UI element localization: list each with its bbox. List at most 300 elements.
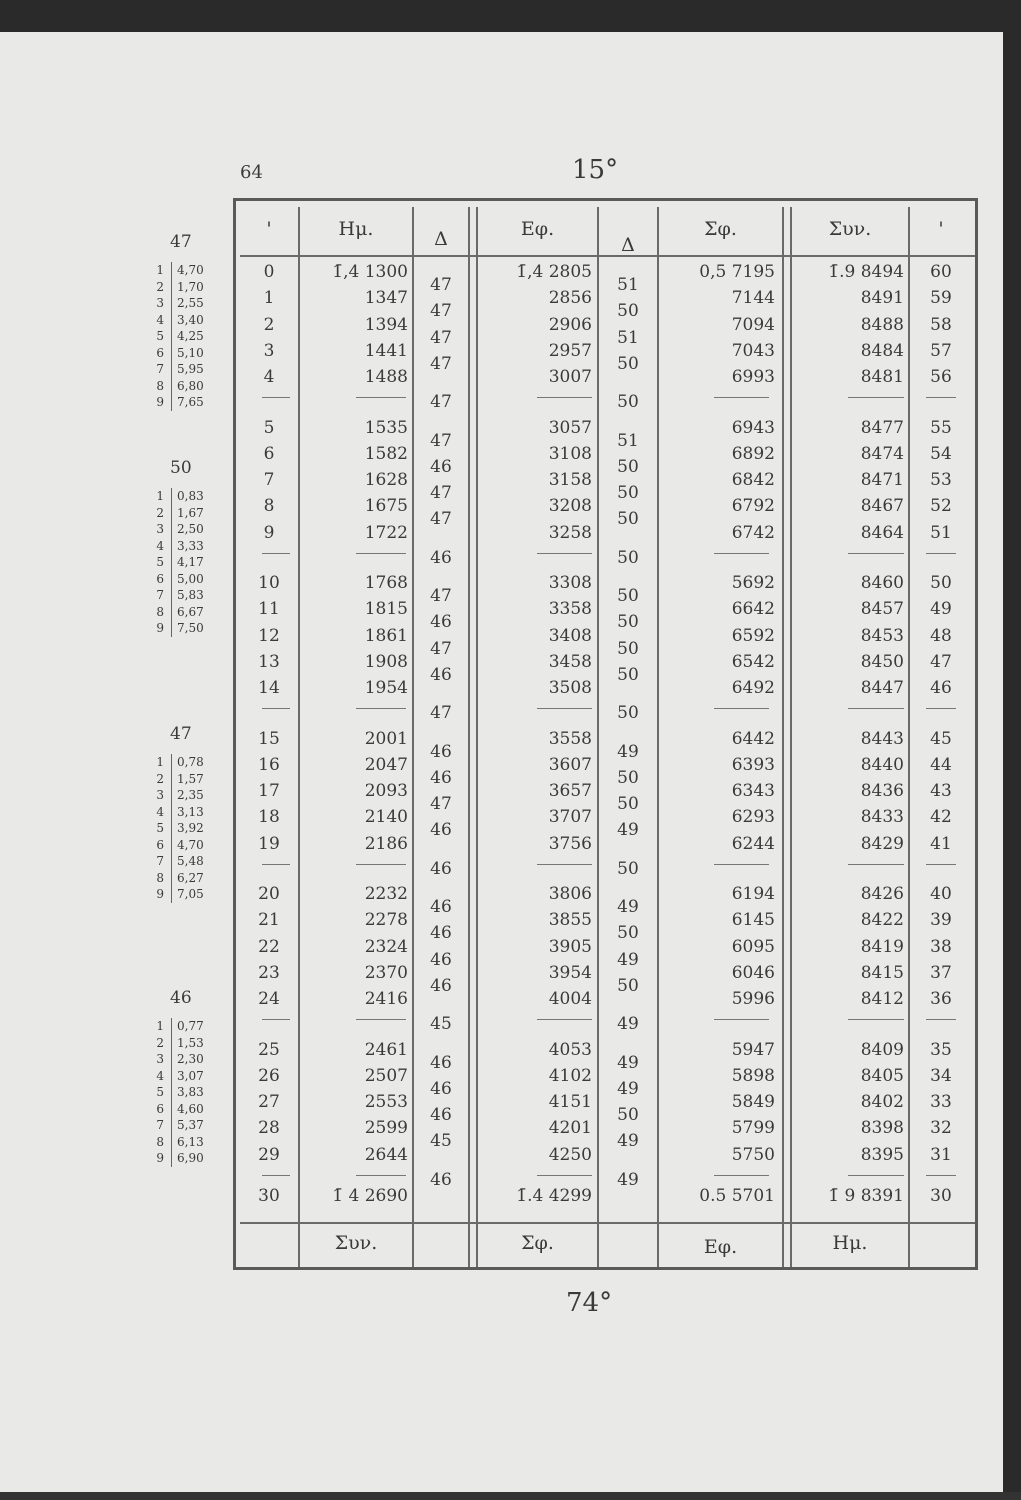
minute-right-cell: 52 — [930, 496, 952, 517]
pp-value: 5,83 — [171, 587, 219, 604]
minute-right-cell: 58 — [930, 314, 952, 335]
pp-digit: 2 — [156, 771, 164, 786]
pp-row — [150, 394, 219, 411]
pp-digit: 6 — [156, 1101, 164, 1116]
sin-cell: 1768 — [364, 573, 408, 593]
tan-cell: 3458 — [548, 651, 592, 672]
cos-cell: 8484 — [860, 340, 904, 361]
tan-cell: 3657 — [548, 781, 592, 802]
pp-row — [150, 554, 219, 571]
pp-value: 2,35 — [171, 787, 219, 804]
tan-cell: 2906 — [548, 314, 592, 335]
group-rule — [714, 1019, 769, 1020]
pp-digit: 9 — [156, 395, 164, 409]
cot-cell: 5692 — [731, 573, 775, 593]
pp-value: 3,07 — [171, 1068, 219, 1085]
sin-cell: 1582 — [364, 443, 408, 464]
sin-cell: 2644 — [364, 1144, 408, 1165]
minute-cell: 5 — [263, 417, 275, 438]
group-rule — [262, 553, 290, 554]
pp-digit: 8 — [156, 1134, 164, 1149]
cos-cell: 8419 — [860, 936, 904, 957]
pp-row — [150, 1117, 219, 1134]
cos-cell: 8415 — [860, 962, 904, 983]
pp-digit: 7 — [156, 854, 164, 868]
page-number: 64 — [240, 162, 263, 183]
minute-cell: 8 — [263, 496, 275, 517]
pp-value: 4,60 — [171, 1101, 219, 1118]
tan-cell: 1̄,4 2805 — [516, 262, 592, 282]
pp-value: 5,48 — [171, 853, 219, 870]
delta-sin-cell: 46 — [430, 858, 452, 879]
cot-cell: 0.5 5701 — [699, 1186, 775, 1206]
pp-value: 3,83 — [171, 1084, 219, 1101]
pp-row — [150, 820, 219, 837]
delta-sin-cell: 46 — [430, 1169, 452, 1190]
sin-cell: 2001 — [364, 728, 408, 749]
minute-right-cell: 38 — [930, 936, 952, 957]
delta-tan-cell: 50 — [617, 767, 639, 788]
minute-cell: 17 — [258, 781, 280, 802]
pp-row — [150, 378, 219, 395]
cos-cell: 8412 — [860, 989, 904, 1010]
pp-value: 3,92 — [171, 820, 219, 837]
tan-cell: 3057 — [548, 417, 592, 438]
group-rule — [848, 553, 904, 554]
pp-digit: 1 — [156, 1019, 164, 1033]
pp-row — [150, 312, 219, 329]
group-rule — [537, 553, 592, 554]
minute-right-cell: 54 — [930, 443, 952, 464]
pp-value: 6,90 — [171, 1150, 219, 1167]
minute-right-cell: 55 — [930, 417, 952, 438]
pp-row — [150, 1068, 219, 1085]
group-rule — [537, 397, 592, 398]
footer-rule — [240, 1222, 975, 1224]
tan-cell: 4201 — [548, 1118, 592, 1139]
group-rule — [356, 864, 406, 865]
minute-cell: 22 — [258, 936, 280, 957]
cot-cell: 6492 — [731, 678, 775, 699]
minute-right-cell: 30 — [930, 1186, 952, 1206]
pp-row — [150, 1150, 219, 1167]
delta-tan-cell: 51 — [617, 430, 639, 451]
delta-tan-cell: 50 — [617, 456, 639, 477]
delta-tan-cell: 49 — [617, 1052, 639, 1073]
sin-cell: 1908 — [364, 651, 408, 672]
minute-right-cell: 46 — [930, 678, 952, 699]
pp-row — [150, 886, 219, 903]
pp-value: 3,13 — [171, 804, 219, 821]
sin-cell: 2461 — [364, 1039, 408, 1060]
cos-cell: 8450 — [860, 651, 904, 672]
sin-cell: 2599 — [364, 1118, 408, 1139]
pp-value: 7,50 — [171, 620, 219, 637]
sin-cell: 2507 — [364, 1065, 408, 1086]
minute-cell: 26 — [258, 1065, 280, 1086]
delta-sin-cell: 47 — [430, 301, 452, 322]
minute-cell: 9 — [263, 522, 275, 543]
header-delta-tan: Δ — [621, 234, 635, 256]
column-divider — [782, 207, 784, 1267]
minute-cell: 18 — [258, 807, 280, 828]
delta-tan-cell: 50 — [617, 638, 639, 659]
pp-digit: 3 — [156, 522, 164, 536]
sin-cell: 2047 — [364, 754, 408, 775]
pp-row — [150, 1051, 219, 1068]
delta-sin-cell: 46 — [430, 741, 452, 762]
header-delta-sin: Δ — [434, 228, 448, 250]
minute-cell: 7 — [263, 470, 275, 491]
minute-right-cell: 48 — [930, 625, 952, 646]
minute-right-cell: 47 — [930, 651, 952, 672]
tan-cell: 2957 — [548, 340, 592, 361]
tan-cell: 4004 — [548, 989, 592, 1010]
minute-right-cell: 32 — [930, 1118, 952, 1139]
footer-sin: Ημ. — [832, 1232, 868, 1254]
pp-value: 0,78 — [171, 754, 219, 771]
pp-row — [150, 787, 219, 804]
cos-cell: 8457 — [860, 599, 904, 620]
pp-digit: 3 — [156, 788, 164, 802]
delta-tan-cell: 50 — [617, 858, 639, 879]
cot-cell: 7144 — [731, 288, 775, 309]
sin-cell: 1815 — [364, 599, 408, 620]
pp-row — [150, 571, 219, 588]
group-rule — [926, 864, 956, 865]
tan-cell: 3108 — [548, 443, 592, 464]
pp-value: 6,13 — [171, 1134, 219, 1151]
tan-cell: 3308 — [548, 573, 592, 593]
sin-cell: 1954 — [364, 678, 408, 699]
tan-cell: 3707 — [548, 807, 592, 828]
minute-right-cell: 31 — [930, 1144, 952, 1165]
pp-value: 2,55 — [171, 295, 219, 312]
minute-cell: 4 — [263, 367, 275, 388]
delta-sin-cell: 47 — [430, 353, 452, 374]
tan-cell: 4151 — [548, 1092, 592, 1113]
degree-heading-top: 15° — [572, 155, 619, 185]
pp-table — [150, 754, 219, 903]
cot-cell: 6145 — [731, 910, 775, 931]
cos-cell: 8429 — [860, 833, 904, 854]
cos-cell: 8433 — [860, 807, 904, 828]
footer-tan: Εφ. — [703, 1236, 738, 1258]
pp-heading: 46 — [170, 988, 192, 1008]
cos-cell: 8467 — [860, 496, 904, 517]
pp-row — [150, 295, 219, 312]
delta-sin-cell: 46 — [430, 1105, 452, 1126]
sin-cell: 1628 — [364, 470, 408, 491]
cot-cell: 7094 — [731, 314, 775, 335]
delta-tan-cell: 49 — [617, 741, 639, 762]
delta-tan-cell: 50 — [617, 612, 639, 633]
group-rule — [714, 1175, 769, 1176]
pp-digit: 2 — [156, 505, 164, 520]
sin-cell: 1722 — [364, 522, 408, 543]
pp-digit: 1 — [156, 263, 164, 277]
pp-value: 6,27 — [171, 870, 219, 887]
minute-right-cell: 42 — [930, 807, 952, 828]
delta-sin-cell: 47 — [430, 586, 452, 606]
pp-digit: 8 — [156, 378, 164, 393]
group-rule — [714, 553, 769, 554]
minute-cell: 25 — [258, 1039, 280, 1060]
minute-cell: 1 — [263, 288, 275, 309]
group-rule — [926, 553, 956, 554]
cot-cell: 5750 — [731, 1144, 775, 1165]
tan-cell: 3905 — [548, 936, 592, 957]
delta-tan-cell: 51 — [617, 327, 639, 348]
pp-digit: 2 — [156, 1035, 164, 1050]
pp-value: 4,17 — [171, 554, 219, 571]
cot-cell: 6046 — [731, 962, 775, 983]
pp-row — [150, 538, 219, 555]
tan-cell: 4250 — [548, 1144, 592, 1165]
pp-value: 6,67 — [171, 604, 219, 621]
delta-sin-cell: 47 — [430, 794, 452, 815]
minute-cell: 28 — [258, 1118, 280, 1139]
cot-cell: 6842 — [731, 470, 775, 491]
pp-value: 4,70 — [171, 262, 219, 279]
cot-cell: 6293 — [731, 807, 775, 828]
sin-cell: 2416 — [364, 989, 408, 1010]
cos-cell: 8426 — [860, 884, 904, 904]
cos-cell: 8409 — [860, 1039, 904, 1060]
cos-cell: 8402 — [860, 1092, 904, 1113]
cot-cell: 5996 — [731, 989, 775, 1010]
pp-digit: 7 — [156, 588, 164, 602]
tan-cell: 3558 — [548, 728, 592, 749]
minute-cell: 2 — [263, 314, 275, 335]
minute-right-cell: 60 — [930, 262, 952, 282]
pp-value: 2,30 — [171, 1051, 219, 1068]
sin-cell: 1675 — [364, 496, 408, 517]
minute-cell: 29 — [258, 1144, 280, 1165]
delta-sin-cell: 46 — [430, 612, 452, 633]
sin-cell: 2140 — [364, 807, 408, 828]
pp-row — [150, 345, 219, 362]
header-minutes-right: ' — [938, 218, 944, 240]
delta-sin-cell: 47 — [430, 638, 452, 659]
delta-sin-cell: 46 — [430, 1052, 452, 1073]
scan-border-bottom — [0, 1492, 1021, 1500]
footer-cot: Σφ. — [521, 1232, 554, 1254]
tan-cell: 3806 — [548, 884, 592, 904]
delta-sin-cell: 46 — [430, 949, 452, 970]
tan-cell: 3408 — [548, 625, 592, 646]
sin-cell: 1̄,4 1300 — [332, 262, 408, 282]
pp-row — [150, 804, 219, 821]
pp-row — [150, 1084, 219, 1101]
group-rule — [262, 397, 290, 398]
column-divider — [468, 207, 470, 1267]
minute-cell: 10 — [258, 573, 280, 593]
pp-digit: 4 — [156, 312, 164, 327]
delta-tan-cell: 50 — [617, 975, 639, 996]
footer-cos: Συν. — [334, 1232, 378, 1254]
minute-right-cell: 56 — [930, 367, 952, 388]
cot-cell: 6095 — [731, 936, 775, 957]
pp-digit: 1 — [156, 755, 164, 769]
delta-tan-cell: 50 — [617, 794, 639, 815]
pp-digit: 7 — [156, 1118, 164, 1132]
tan-cell: 3007 — [548, 367, 592, 388]
scan-border-right — [1003, 0, 1021, 1500]
minute-right-cell: 36 — [930, 989, 952, 1010]
cot-cell: 5849 — [731, 1092, 775, 1113]
pp-table — [150, 1018, 219, 1167]
delta-sin-cell: 47 — [430, 509, 452, 530]
delta-sin-cell: 47 — [430, 430, 452, 451]
pp-value: 1,53 — [171, 1035, 219, 1052]
pp-row — [150, 1018, 219, 1035]
pp-digit: 8 — [156, 604, 164, 619]
cos-cell: 8405 — [860, 1065, 904, 1086]
minute-right-cell: 39 — [930, 910, 952, 931]
header-minutes: ' — [266, 218, 272, 240]
sin-cell: 2232 — [364, 884, 408, 904]
tan-cell: 1̄.4 4299 — [516, 1186, 592, 1206]
group-rule — [848, 1019, 904, 1020]
delta-sin-cell: 46 — [430, 923, 452, 944]
pp-digit: 8 — [156, 870, 164, 885]
delta-sin-cell: 47 — [430, 327, 452, 348]
pp-value: 6,80 — [171, 378, 219, 395]
delta-tan-cell: 50 — [617, 1105, 639, 1126]
pp-row — [150, 754, 219, 771]
tan-cell: 3208 — [548, 496, 592, 517]
delta-tan-cell: 49 — [617, 1169, 639, 1190]
pp-digit: 3 — [156, 296, 164, 310]
sin-cell: 1394 — [364, 314, 408, 335]
pp-value: 1,67 — [171, 505, 219, 522]
sin-cell: 2370 — [364, 962, 408, 983]
cot-cell: 7043 — [731, 340, 775, 361]
delta-sin-cell: 46 — [430, 664, 452, 685]
minute-cell: 23 — [258, 962, 280, 983]
pp-row — [150, 1101, 219, 1118]
pp-digit: 5 — [156, 1085, 164, 1099]
header-cot: Σφ. — [704, 218, 737, 240]
tan-cell: 3756 — [548, 833, 592, 854]
cot-cell: 5898 — [731, 1065, 775, 1086]
pp-row — [150, 620, 219, 637]
pp-digit: 1 — [156, 489, 164, 503]
cot-cell: 6792 — [731, 496, 775, 517]
minute-cell: 15 — [258, 728, 280, 749]
cos-cell: 8422 — [860, 910, 904, 931]
delta-tan-cell: 49 — [617, 1078, 639, 1099]
delta-tan-cell: 50 — [617, 353, 639, 374]
minute-cell: 3 — [263, 340, 275, 361]
group-rule — [356, 397, 406, 398]
pp-row — [150, 361, 219, 378]
group-rule — [537, 1175, 592, 1176]
pp-digit: 5 — [156, 555, 164, 569]
pp-row — [150, 279, 219, 296]
pp-digit: 3 — [156, 1052, 164, 1066]
minute-cell: 20 — [258, 884, 280, 904]
cos-cell: 8440 — [860, 754, 904, 775]
cos-cell: 8464 — [860, 522, 904, 543]
group-rule — [356, 1019, 406, 1020]
group-rule — [848, 1175, 904, 1176]
cot-cell: 0,5 7195 — [699, 262, 775, 282]
group-rule — [714, 708, 769, 709]
cot-cell: 6892 — [731, 443, 775, 464]
cos-cell: 8471 — [860, 470, 904, 491]
pp-digit: 7 — [156, 362, 164, 376]
pp-value: 1,57 — [171, 771, 219, 788]
pp-row — [150, 853, 219, 870]
group-rule — [926, 397, 956, 398]
cot-cell: 5947 — [731, 1039, 775, 1060]
pp-row — [150, 262, 219, 279]
cot-cell: 5799 — [731, 1118, 775, 1139]
tan-cell: 3954 — [548, 962, 592, 983]
delta-tan-cell: 49 — [617, 820, 639, 841]
minute-right-cell: 59 — [930, 288, 952, 309]
group-rule — [262, 708, 290, 709]
tan-cell: 3607 — [548, 754, 592, 775]
delta-tan-cell: 49 — [617, 1131, 639, 1152]
sin-cell: 2324 — [364, 936, 408, 957]
delta-tan-cell: 50 — [617, 703, 639, 724]
group-rule — [714, 397, 769, 398]
pp-digit: 6 — [156, 345, 164, 360]
pp-row — [150, 1134, 219, 1151]
delta-sin-cell: 45 — [430, 1131, 452, 1152]
tan-cell: 3358 — [548, 599, 592, 620]
sin-cell: 2553 — [364, 1092, 408, 1113]
group-rule — [537, 708, 592, 709]
minute-cell: 16 — [258, 754, 280, 775]
group-rule — [356, 1175, 406, 1176]
tan-cell: 3508 — [548, 678, 592, 699]
sin-cell: 2278 — [364, 910, 408, 931]
cot-cell: 6442 — [731, 728, 775, 749]
delta-sin-cell: 47 — [430, 275, 452, 295]
minute-right-cell: 57 — [930, 340, 952, 361]
sin-cell: 2093 — [364, 781, 408, 802]
pp-value: 5,00 — [171, 571, 219, 588]
pp-value: 0,77 — [171, 1018, 219, 1035]
minute-cell: 6 — [263, 443, 275, 464]
delta-sin-cell: 47 — [430, 483, 452, 504]
minute-right-cell: 33 — [930, 1092, 952, 1113]
minute-right-cell: 34 — [930, 1065, 952, 1086]
delta-sin-cell: 46 — [430, 547, 452, 568]
cot-cell: 6244 — [731, 833, 775, 854]
pp-digit: 5 — [156, 821, 164, 835]
minute-cell: 11 — [258, 599, 280, 620]
cos-cell: 8395 — [860, 1144, 904, 1165]
pp-value: 5,37 — [171, 1117, 219, 1134]
minute-right-cell: 35 — [930, 1039, 952, 1060]
pp-value: 5,10 — [171, 345, 219, 362]
tan-cell: 3855 — [548, 910, 592, 931]
pp-digit: 9 — [156, 621, 164, 635]
cos-cell: 8443 — [860, 728, 904, 749]
sin-cell: 1̄ 4 2690 — [332, 1186, 408, 1206]
cos-cell: 8481 — [860, 367, 904, 388]
minute-cell: 21 — [258, 910, 280, 931]
cos-cell: 8488 — [860, 314, 904, 335]
pp-digit: 2 — [156, 279, 164, 294]
pp-value: 5,95 — [171, 361, 219, 378]
tan-cell: 3258 — [548, 522, 592, 543]
